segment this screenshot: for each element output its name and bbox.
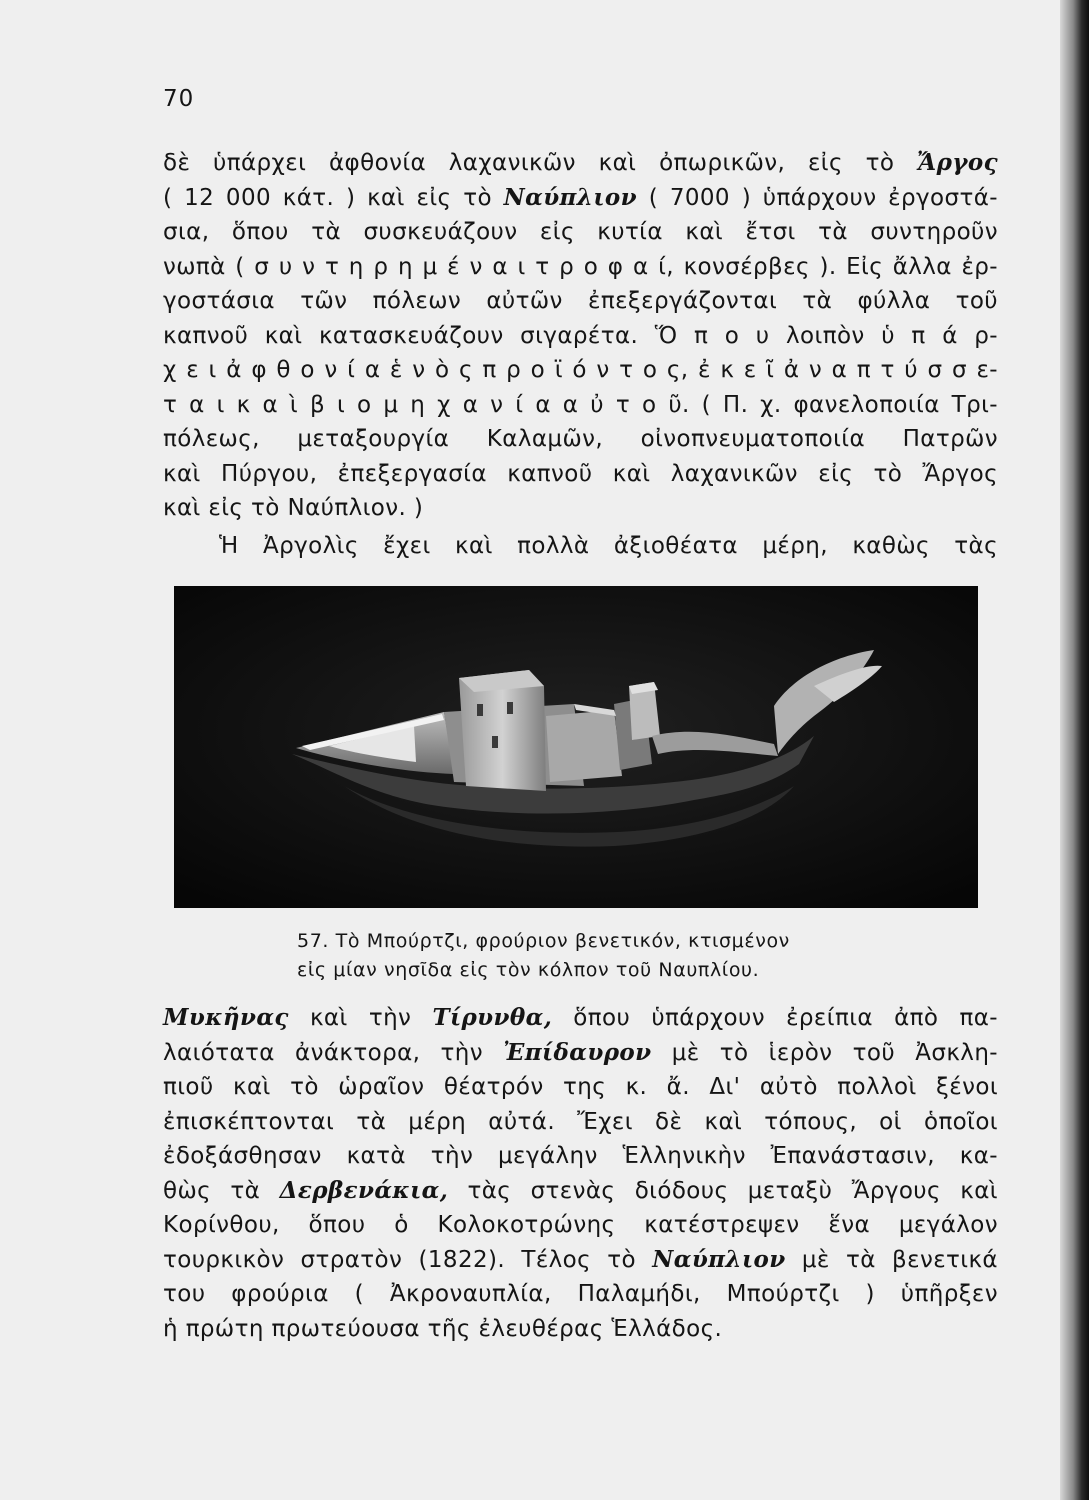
text-line: πόλεως, μεταξουργία Καλαμῶν, οἰνοπνευματοποιία Πατρῶν [163,426,998,452]
place-name-dervenakia: Δερβενάκια, [279,1176,449,1204]
text-line: Μυκῆνας καὶ τὴν Τίρυνθα, ὅπου ὑπάρχουν ἐρείπια ἀπὸ πα- [163,1004,998,1031]
place-name-nafplion: Ναύπλιον [652,1245,786,1273]
text-line: Ἡ Ἀργολὶς ἔχει καὶ πολλὰ ἀξιοθέατα μέρη, καθὼς τὰς [219,533,998,559]
text-line: ( 12 000 κάτ. ) καὶ εἰς τὸ Ναύπλιον ( 7000 ) ὑπάρχουν ἐργοστά- [163,183,998,211]
text-line: θὼς τὰ Δερβενάκια, τὰς στενὰς διόδους μεταξὺ Ἄργους καὶ [163,1176,998,1204]
place-name-tiryns: Τίρυνθα, [432,1004,553,1031]
text-line: καὶ εἰς τὸ Ναύπλιον. ) [163,495,424,521]
place-name-nafplion: Ναύπλιον [503,183,637,211]
text-line: πιοῦ καὶ τὸ ὡραῖον θέατρόν της κ. ἄ. Δι' αὐτὸ πολλοὶ ξένοι [163,1074,998,1100]
bourtzi-fortress-photo [174,586,978,908]
place-name-epidaurus: Ἐπίδαυρον [503,1038,652,1066]
caption-line: 57. Τὸ Μπούρτζι, φρούριον βενετικόν, κτισμένον [297,930,790,952]
text-line: τουρκικὸν στρατὸν (1822). Τέλος τὸ Ναύπλιον μὲ τὰ βενετικά [163,1245,998,1273]
book-spine-shadow [1060,0,1089,1500]
text-line: γοστάσια τῶν πόλεων αὐτῶν ἐπεξεργάζονται τὰ φύλλα τοῦ [163,288,998,314]
caption-line: εἰς μίαν νησῖδα εἰς τὸν κόλπον τοῦ Ναυπλίου. [297,959,760,981]
paragraph-historic-sites [163,1001,998,1346]
figure-caption [297,927,790,985]
text-line: σια, ὅπου τὰ συσκευάζουν εἰς κυτία καὶ ἔτσι τὰ συντηροῦν [163,219,998,245]
text-line: λαιότατα ἀνάκτορα, τὴν Ἐπίδαυρον μὲ τὸ ἱερὸν τοῦ Ἀσκλη- [163,1038,998,1066]
text-line: του φρούρια ( Ἀκροναυπλία, Παλαμήδι, Μπούρτζι ) ὑπῆρξεν [163,1281,998,1307]
text-line: ἡ πρώτη πρωτεύουσα τῆς ἐλευθέρας Ἑλλάδος. [163,1315,723,1342]
text-line: νωπὰ ( σ υ ν τ η ρ η μ έ ν α ι τ ρ ο φ α ί, κονσέρβες ). Εἰς ἄλλα ἐρ- [163,253,998,280]
text-line: Κορίνθου, ὅπου ὁ Κολοκοτρώνης κατέστρεψεν ἕνα μεγάλον [163,1212,998,1238]
text-line: καὶ Πύργου, ἐπεξεργασία καπνοῦ καὶ λαχανικῶν εἰς τὸ Ἄργος [163,460,998,487]
text-line: δὲ ὑπάρχει ἀφθονία λαχανικῶν καὶ ὀπωρικῶν, εἰς τὸ Ἄργος [163,149,998,176]
text-line: ἐδοξάσθησαν κατὰ τὴν μεγάλην Ἑλληνικὴν Ἐπανάστασιν, κα- [163,1143,998,1169]
page-number: 70 [163,86,195,112]
text-line: καπνοῦ καὶ κατασκευάζουν σιγαρέτα. Ὅ π ο υ λοιπὸν ὑ π ά ρ- [163,322,998,349]
paragraph-argolis-sights [163,529,998,564]
place-name-argos: Ἄργος [917,149,998,176]
place-name-mycenae: Μυκῆνας [163,1004,289,1031]
text-line: τ α ι κ α ὶ β ι ο μ η χ α ν ί α α ὐ τ ο ῦ. ( Π. χ. φανελοποιία Τρι- [163,391,998,418]
text-line: ἐπισκέπτονται τὰ μέρη αὐτά. Ἔχει δὲ καὶ τόπους, οἱ ὁποῖοι [163,1108,998,1135]
text-line: χ ε ι ἀ φ θ ο ν ί α ἑ ν ὸ ς π ρ ο ϊ ό ν τ ο ς, ἐ κ ε ῖ ἀ ν α π τ ύ σ σ ε- [163,357,998,383]
paragraph-produce-industry [163,146,998,526]
fortress-island-illustration [174,586,978,908]
